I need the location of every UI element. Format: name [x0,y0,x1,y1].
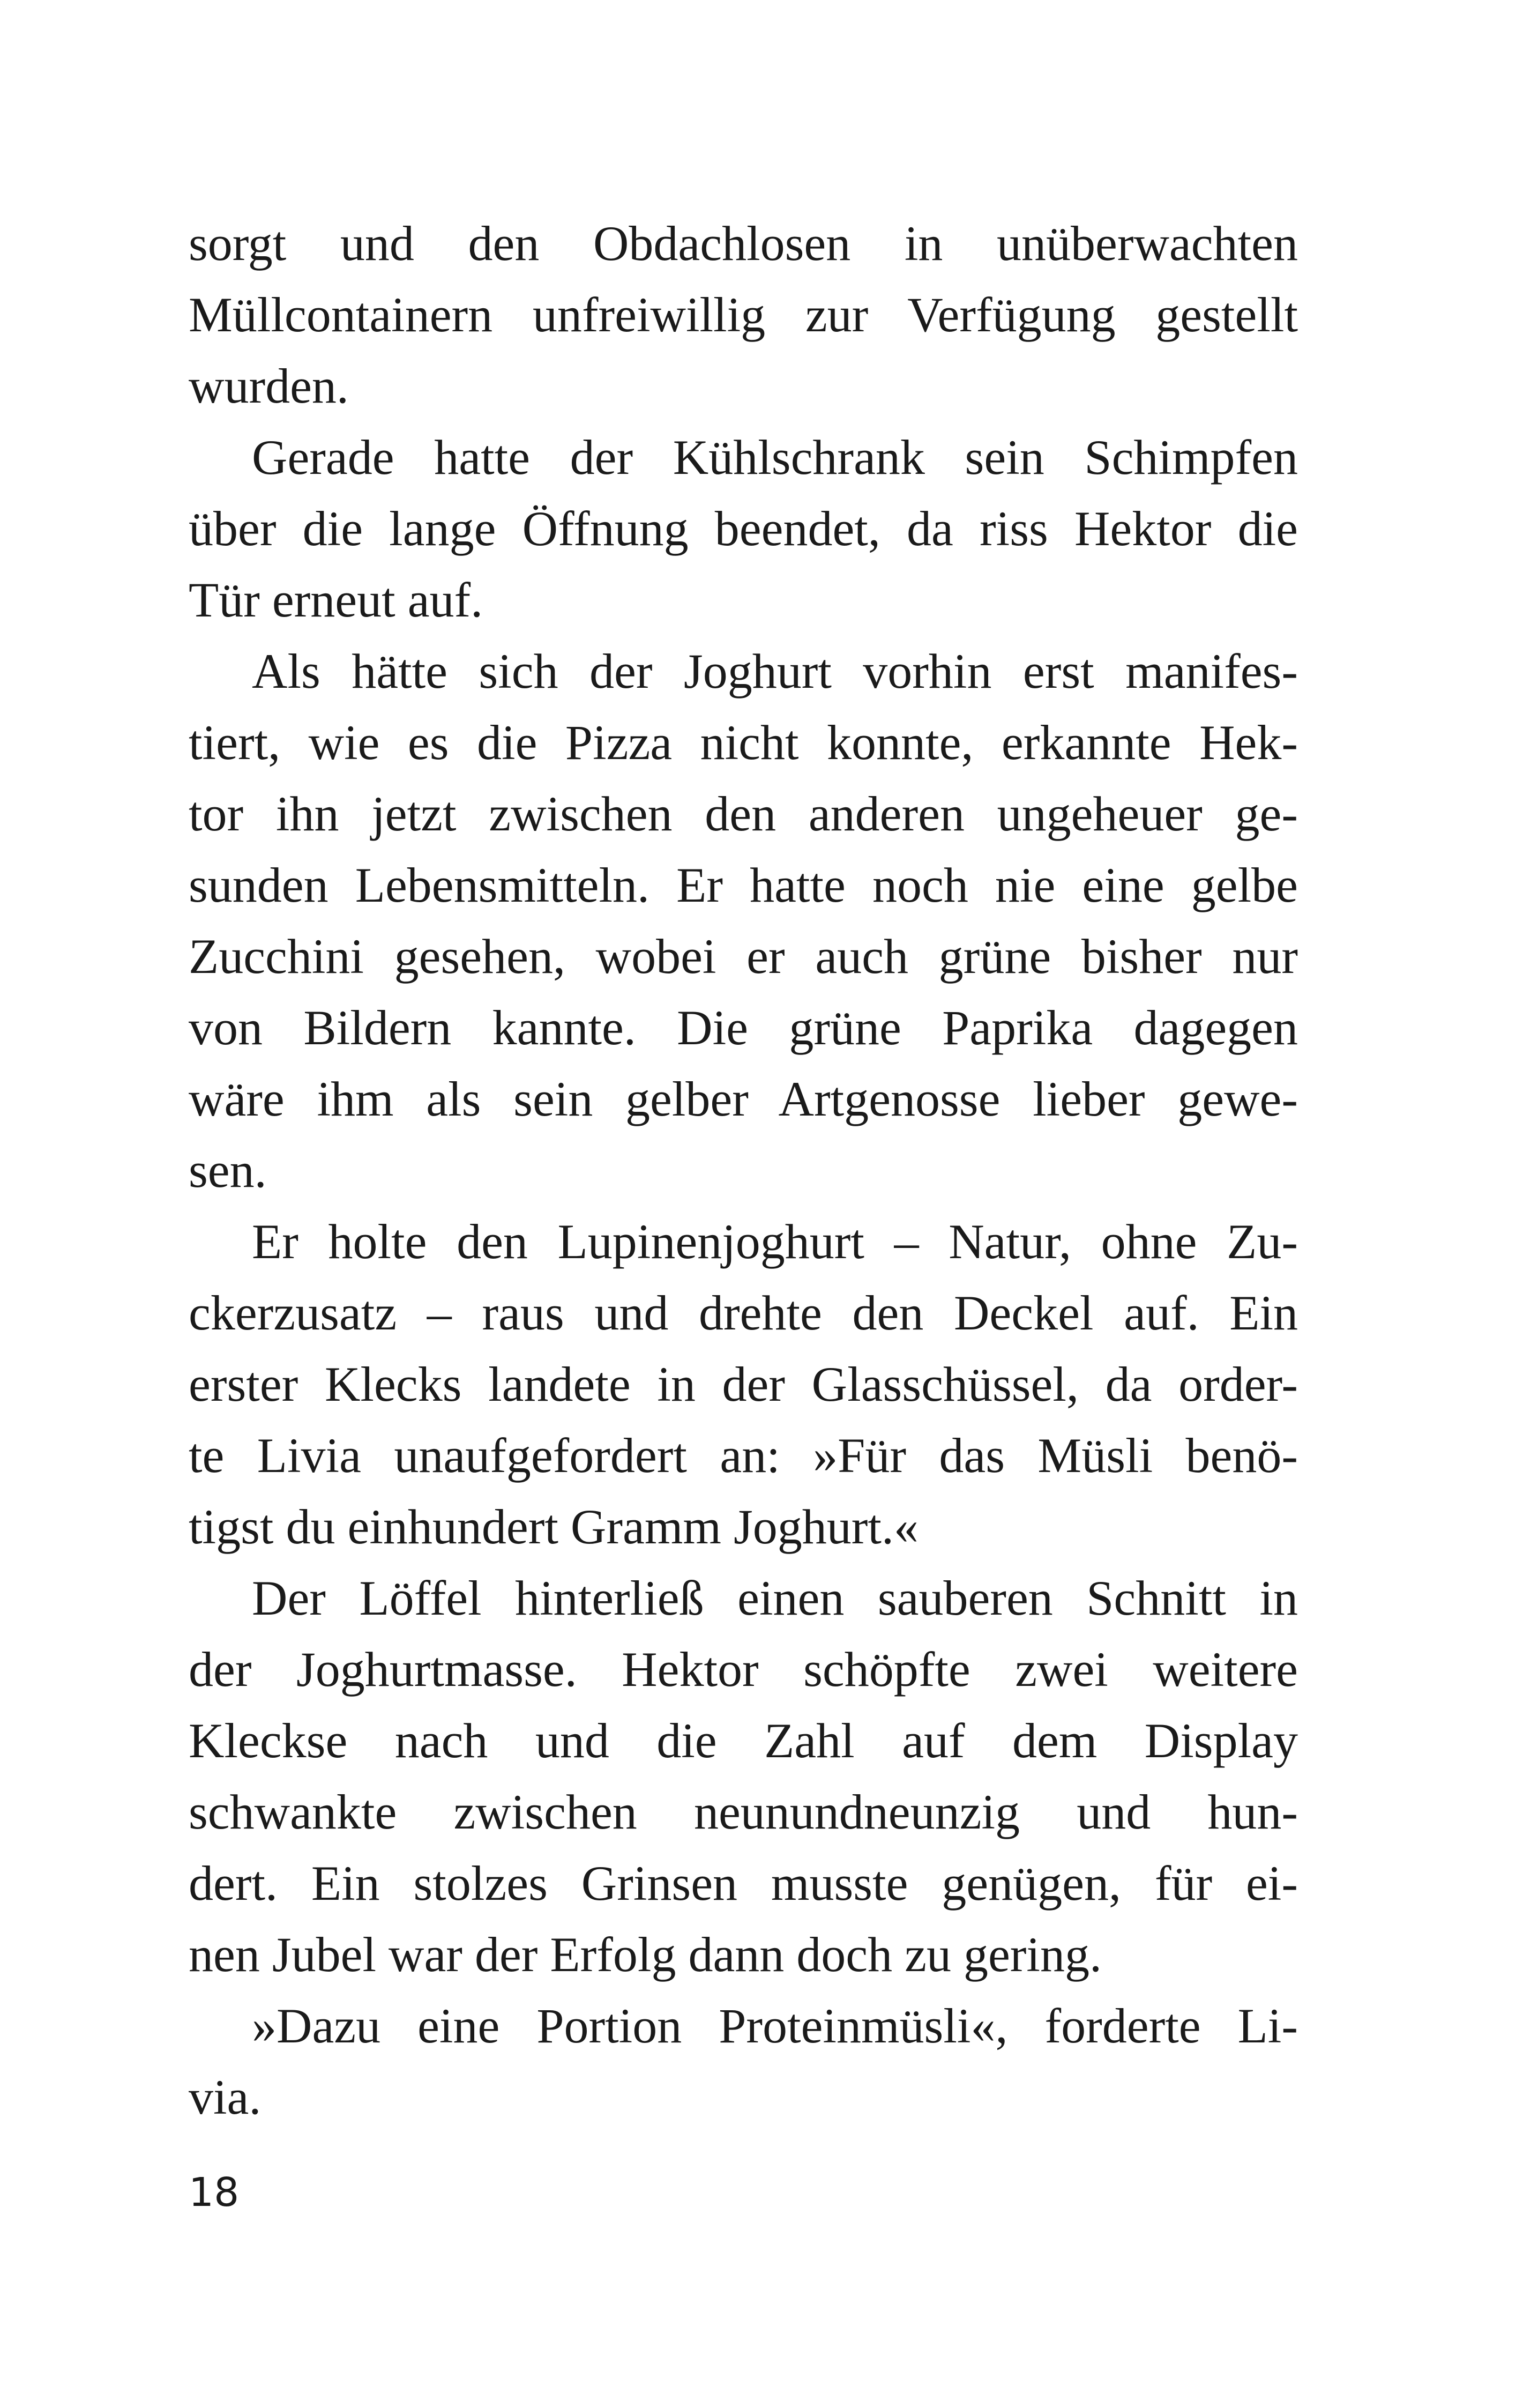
text-line: der Joghurtmasse. Hektor schöpfte zwei weitere [189,1642,1298,1697]
text-line: von Bildern kannte. Die grüne Paprika dagegen [189,1000,1298,1055]
body-text [189,208,1298,2133]
paragraph [189,1563,1298,1990]
text-line: Der Löffel hinterließ einen sauberen Schnitt in [252,1571,1298,1625]
text-line: Kleckse nach und die Zahl auf dem Display [189,1713,1298,1768]
text-line: te Livia unaufgefordert an: »Für das Müsli benö- [189,1428,1298,1483]
page-number: 18 [189,2169,240,2216]
text-line: Er holte den Lupinenjoghurt – Natur, ohne Zu- [252,1214,1298,1269]
text-line: erster Klecks landete in der Glasschüssel, da order- [189,1357,1298,1411]
text-line: via. [189,2070,262,2124]
text-line: Müllcontainern unfreiwillig zur Verfügung gestellt [189,287,1298,342]
paragraph [189,1206,1298,1563]
text-line: über die lange Öffnung beendet, da riss Hektor die [189,501,1298,556]
paragraph [189,422,1298,636]
text-line: »Dazu eine Portion Proteinmüsli«, forderte Li- [252,1998,1298,2053]
text-line: tor ihn jetzt zwischen den anderen ungeheuer ge- [189,786,1298,841]
text-line: schwankte zwischen neunundneunzig und hun- [189,1785,1298,1839]
text-line: Gerade hatte der Kühlschrank sein Schimpfen [252,430,1298,485]
text-line: nen Jubel war der Erfolg dann doch zu gering. [189,1927,1102,1982]
text-line: Tür erneut auf. [189,573,483,627]
text-line: sorgt und den Obdachlosen in unüberwachten [189,216,1298,271]
text-line: sen. [189,1143,267,1198]
text-line: Zucchini gesehen, wobei er auch grüne bisher nur [189,929,1298,984]
text-line: sunden Lebensmitteln. Er hatte noch nie eine gelbe [189,858,1298,912]
text-line: wurden. [189,359,349,413]
text-line: tigst du einhundert Gramm Joghurt.« [189,1499,919,1554]
text-line: ckerzusatz – raus und drehte den Deckel auf. Ein [189,1285,1298,1340]
text-line: tiert, wie es die Pizza nicht konnte, erkannte Hek- [189,715,1298,770]
paragraph [189,208,1298,422]
text-line: dert. Ein stolzes Grinsen musste genügen, für ei- [189,1856,1298,1911]
text-line: wäre ihm als sein gelber Artgenosse lieber gewe- [189,1072,1298,1126]
text-line: Als hätte sich der Joghurt vorhin erst manifes- [252,644,1298,698]
paragraph [189,636,1298,1206]
paragraph [189,1990,1298,2133]
